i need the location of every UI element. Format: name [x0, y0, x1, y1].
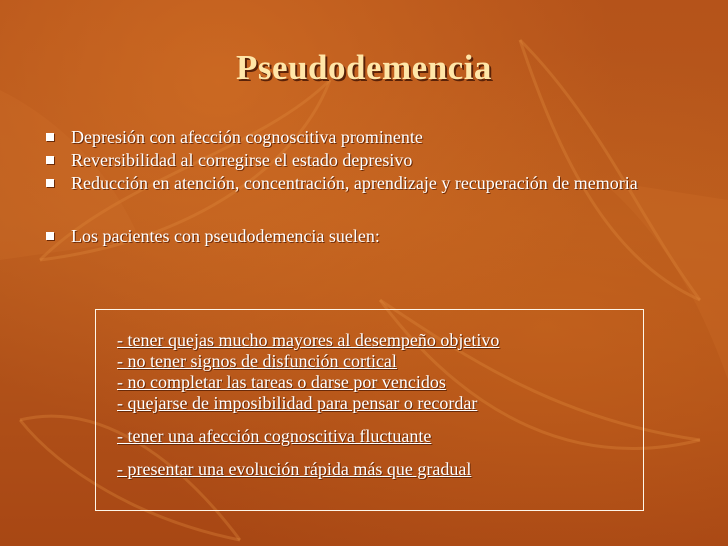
square-bullet-icon [46, 179, 54, 187]
bullet-list [46, 127, 686, 247]
sub-item: - presentar una evolución rápida más que gradual [117, 459, 472, 479]
sub-item: - no completar las tareas o darse por vencidos [117, 372, 446, 392]
square-bullet-icon [46, 133, 54, 141]
bullet-item [46, 173, 686, 194]
slide-title: Pseudodemencia [236, 48, 492, 87]
bullet-item [46, 150, 686, 171]
sub-item: - quejarse de imposibilidad para pensar o recordar [117, 393, 478, 413]
sub-item-list [117, 330, 657, 480]
bullet-item [46, 226, 686, 247]
sub-item: - no tener signos de disfunción cortical [117, 351, 397, 371]
square-bullet-icon [46, 156, 54, 164]
bullet-text: Reducción en atención, concentración, aprendizaje y recuperación de memoria [71, 173, 638, 193]
bullet-item [46, 127, 686, 148]
sub-item: - tener una afección cognoscitiva fluctuante [117, 426, 432, 446]
bullet-text: Reversibilidad al corregirse el estado depresivo [71, 150, 413, 170]
square-bullet-icon [46, 232, 54, 240]
sub-item: - tener quejas mucho mayores al desempeño objetivo [117, 330, 500, 350]
bullet-text: Depresión con afección cognoscitiva prominente [71, 127, 423, 147]
bullet-text: Los pacientes con pseudodemencia suelen: [71, 226, 380, 246]
